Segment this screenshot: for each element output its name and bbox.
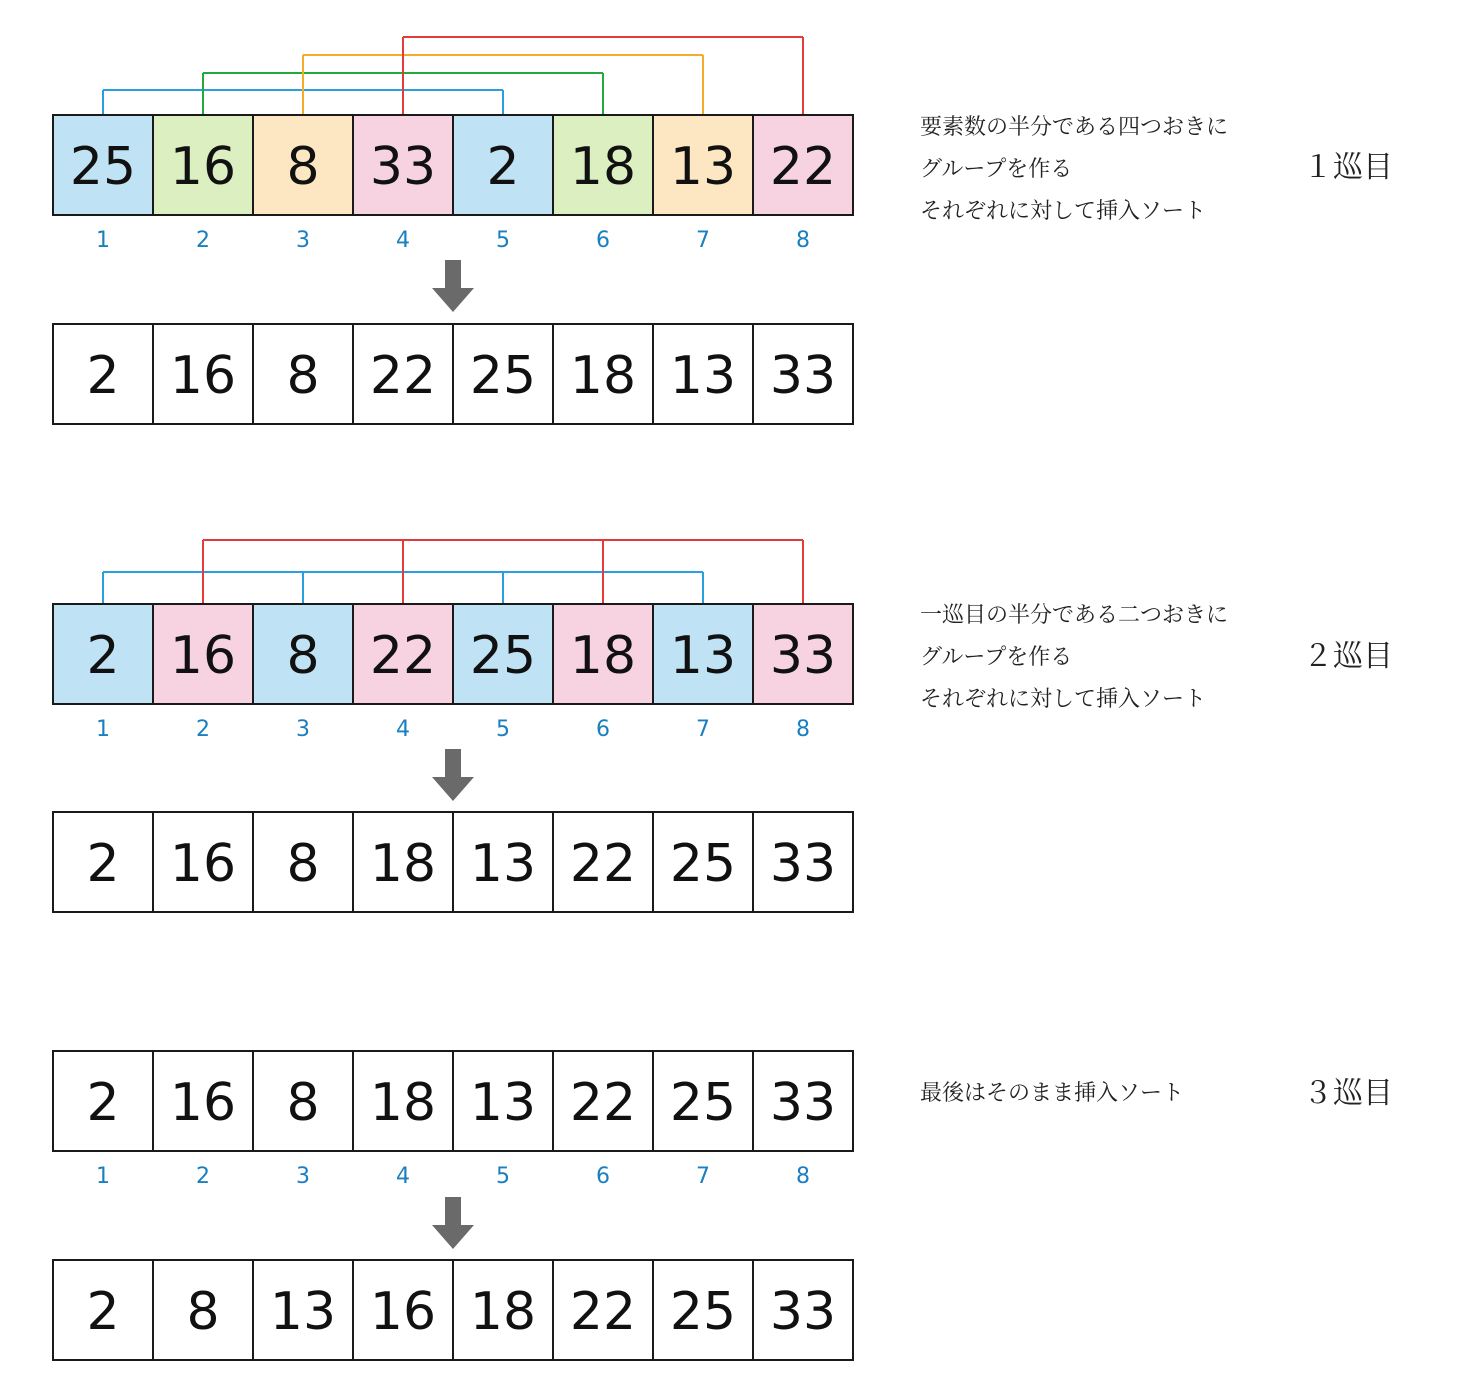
- index-label: 1: [96, 1164, 110, 1189]
- index-label: 2: [196, 1164, 210, 1189]
- array-cell: [453, 1051, 553, 1151]
- round-description-line: 最後はそのまま挿入ソート: [920, 1081, 1185, 1106]
- array-cell: [353, 1260, 453, 1360]
- array-cell: [553, 812, 653, 912]
- index-label: 5: [496, 1164, 510, 1189]
- cell-value: 13: [669, 626, 737, 686]
- cell-value: 2: [86, 1073, 120, 1133]
- array-before: [53, 1051, 853, 1151]
- cell-value: 25: [669, 1073, 737, 1133]
- array-after: [53, 812, 853, 912]
- down-arrow-icon: [432, 749, 474, 801]
- cell-value: 16: [169, 1073, 237, 1133]
- cell-value: 33: [769, 834, 837, 894]
- round-description-line: 要素数の半分である四つおきに: [920, 115, 1229, 140]
- cell-value: 8: [186, 1282, 220, 1342]
- down-arrow-icon: [432, 260, 474, 312]
- index-label: 7: [696, 717, 710, 742]
- array-cell: [353, 812, 453, 912]
- array-cell: [153, 1260, 253, 1360]
- index-label: 4: [396, 1164, 410, 1189]
- index-row: [96, 228, 810, 253]
- round-description-line: グループを作る: [920, 645, 1073, 670]
- round-1: [53, 37, 1393, 424]
- cell-value: 22: [369, 626, 437, 686]
- index-label: 2: [196, 228, 210, 253]
- array-after: [53, 1260, 853, 1360]
- down-arrow-icon: [432, 1197, 474, 1249]
- cell-value: 2: [86, 346, 120, 406]
- array-cell: [453, 604, 553, 704]
- cell-value: 13: [269, 1282, 337, 1342]
- round-3: [53, 1051, 1393, 1360]
- cell-value: 18: [369, 834, 437, 894]
- index-label: 3: [296, 717, 310, 742]
- array-cell: [153, 812, 253, 912]
- round-2: [53, 540, 1393, 912]
- array-cell: [153, 324, 253, 424]
- round-description-line: それぞれに対して挿入ソート: [920, 687, 1207, 712]
- cell-value: 25: [69, 137, 137, 197]
- cell-value: 18: [369, 1073, 437, 1133]
- index-row: [96, 1164, 810, 1189]
- index-label: 5: [496, 717, 510, 742]
- array-cell: [753, 324, 853, 424]
- array-cell: [153, 604, 253, 704]
- index-label: 8: [796, 1164, 810, 1189]
- array-cell: [453, 115, 553, 215]
- array-cell: [753, 812, 853, 912]
- index-label: 4: [396, 717, 410, 742]
- cell-value: 13: [469, 1073, 537, 1133]
- index-label: 6: [596, 228, 610, 253]
- array-cell: [53, 324, 153, 424]
- array-cell: [53, 812, 153, 912]
- cell-value: 13: [669, 137, 737, 197]
- round-description: [920, 603, 1228, 712]
- index-label: 7: [696, 228, 710, 253]
- index-label: 2: [196, 717, 210, 742]
- cell-value: 22: [569, 1282, 637, 1342]
- cell-value: 22: [569, 834, 637, 894]
- array-cell: [553, 324, 653, 424]
- array-cell: [153, 115, 253, 215]
- array-cell: [653, 812, 753, 912]
- cell-value: 22: [769, 137, 837, 197]
- index-label: 3: [296, 228, 310, 253]
- array-cell: [753, 604, 853, 704]
- cell-value: 18: [569, 346, 637, 406]
- array-cell: [253, 115, 353, 215]
- cell-value: 8: [286, 346, 320, 406]
- index-label: 8: [796, 717, 810, 742]
- array-cell: [53, 1260, 153, 1360]
- cell-value: 25: [669, 834, 737, 894]
- cell-value: 2: [86, 1282, 120, 1342]
- array-cell: [453, 812, 553, 912]
- array-cell: [753, 1260, 853, 1360]
- array-cell: [553, 1051, 653, 1151]
- index-label: 6: [596, 1164, 610, 1189]
- array-cell: [453, 1260, 553, 1360]
- round-label: １巡目: [1303, 150, 1393, 185]
- index-label: 5: [496, 228, 510, 253]
- array-cell: [53, 115, 153, 215]
- round-label: ２巡目: [1303, 639, 1393, 674]
- array-cell: [253, 604, 353, 704]
- index-label: 1: [96, 717, 110, 742]
- round-description-line: 一巡目の半分である二つおきに: [920, 603, 1229, 628]
- round-description: [920, 1081, 1184, 1106]
- array-cell: [553, 1260, 653, 1360]
- cell-value: 22: [569, 1073, 637, 1133]
- round-description: [920, 115, 1228, 224]
- array-before: [53, 604, 853, 704]
- cell-value: 33: [369, 137, 437, 197]
- cell-value: 16: [169, 346, 237, 406]
- cell-value: 25: [669, 1282, 737, 1342]
- cell-value: 18: [469, 1282, 537, 1342]
- index-row: [96, 717, 810, 742]
- array-after: [53, 324, 853, 424]
- index-label: 7: [696, 1164, 710, 1189]
- array-cell: [53, 1051, 153, 1151]
- round-label: ３巡目: [1303, 1076, 1393, 1111]
- cell-value: 33: [769, 1282, 837, 1342]
- cell-value: 8: [286, 626, 320, 686]
- cell-value: 8: [286, 137, 320, 197]
- cell-value: 2: [86, 834, 120, 894]
- cell-value: 33: [769, 626, 837, 686]
- array-cell: [353, 115, 453, 215]
- array-cell: [353, 604, 453, 704]
- array-cell: [253, 1051, 353, 1151]
- cell-value: 8: [286, 1073, 320, 1133]
- round-description-line: グループを作る: [920, 157, 1073, 182]
- array-cell: [253, 1260, 353, 1360]
- round-description-line: それぞれに対して挿入ソート: [920, 199, 1207, 224]
- array-cell: [53, 604, 153, 704]
- index-label: 6: [596, 717, 610, 742]
- cell-value: 33: [769, 346, 837, 406]
- cell-value: 8: [286, 834, 320, 894]
- array-before: [53, 115, 853, 215]
- array-cell: [653, 1260, 753, 1360]
- array-cell: [653, 324, 753, 424]
- index-label: 4: [396, 228, 410, 253]
- index-label: 1: [96, 228, 110, 253]
- array-cell: [353, 324, 453, 424]
- cell-value: 16: [169, 137, 237, 197]
- cell-value: 16: [369, 1282, 437, 1342]
- array-cell: [253, 324, 353, 424]
- array-cell: [653, 604, 753, 704]
- cell-value: 18: [569, 626, 637, 686]
- array-cell: [653, 1051, 753, 1151]
- cell-value: 25: [469, 626, 537, 686]
- cell-value: 16: [169, 834, 237, 894]
- cell-value: 25: [469, 346, 537, 406]
- cell-value: 33: [769, 1073, 837, 1133]
- cell-value: 22: [369, 346, 437, 406]
- cell-value: 16: [169, 626, 237, 686]
- cell-value: 2: [86, 626, 120, 686]
- cell-value: 18: [569, 137, 637, 197]
- array-cell: [153, 1051, 253, 1151]
- array-cell: [453, 324, 553, 424]
- cell-value: 13: [669, 346, 737, 406]
- index-label: 3: [296, 1164, 310, 1189]
- array-cell: [553, 115, 653, 215]
- array-cell: [753, 1051, 853, 1151]
- cell-value: 2: [486, 137, 520, 197]
- array-cell: [353, 1051, 453, 1151]
- index-label: 8: [796, 228, 810, 253]
- array-cell: [253, 812, 353, 912]
- array-cell: [753, 115, 853, 215]
- cell-value: 13: [469, 834, 537, 894]
- array-cell: [653, 115, 753, 215]
- array-cell: [553, 604, 653, 704]
